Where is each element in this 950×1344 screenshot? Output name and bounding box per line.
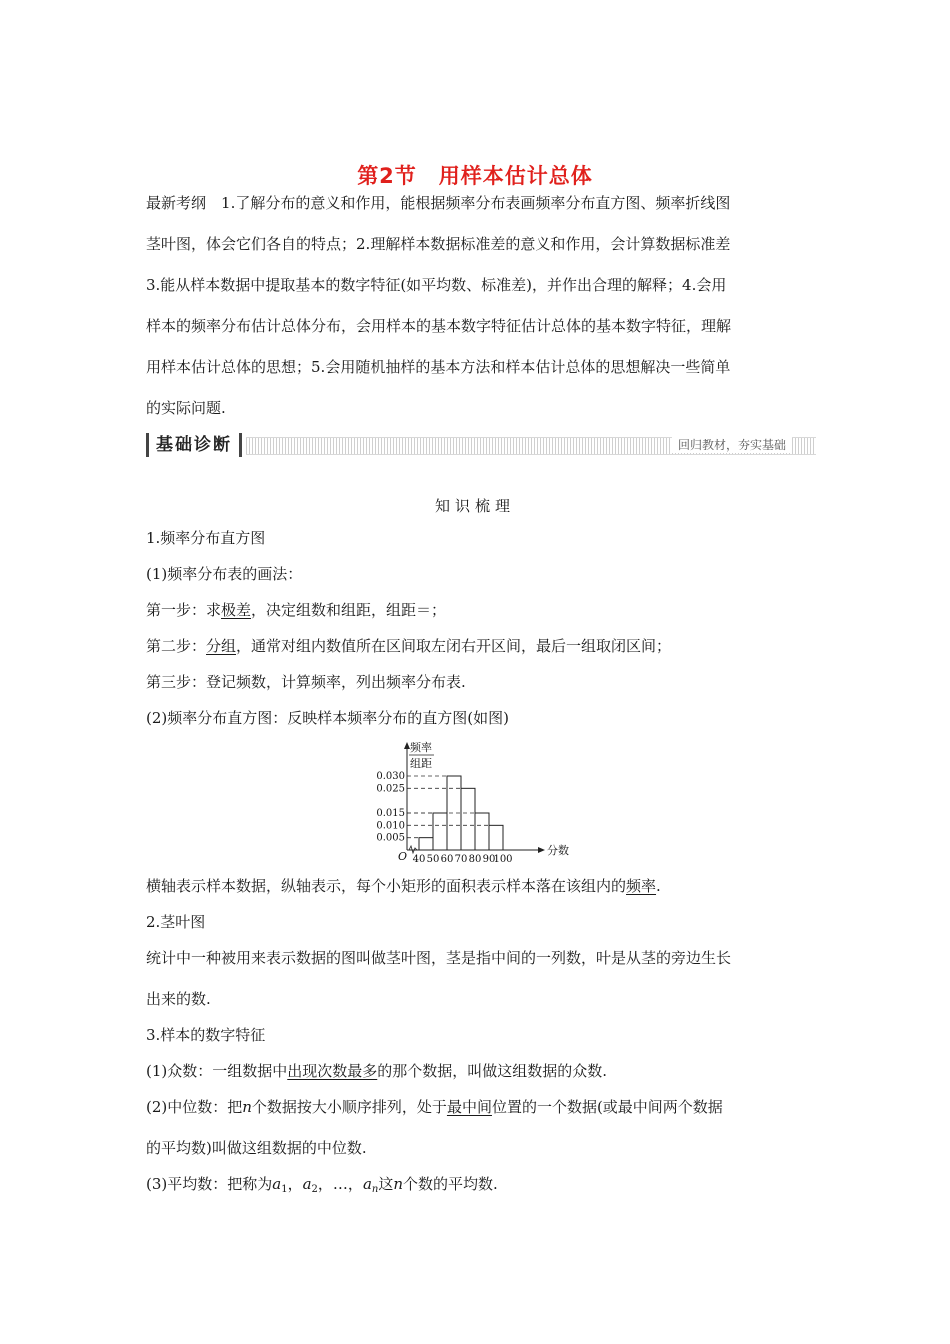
outline-text-1: 1.了解分布的意义和作用，能根据频率分布表画频率分布直方图、频率折线图 — [221, 194, 731, 212]
s3-mode — [146, 1061, 816, 1081]
mean-sub-n: n — [371, 1184, 379, 1195]
section-banner — [146, 433, 816, 457]
mean-text-a: (3)平均数：把称为 — [146, 1175, 273, 1193]
s1-step3: 第三步：登记频数，计算频率，列出频率分布表. — [146, 673, 466, 691]
y-tick-label: 0.005 — [376, 832, 405, 844]
s1-heading: 1.频率分布直方图 — [146, 529, 266, 547]
mode-underline: 出现次数最多 — [287, 1062, 378, 1080]
histogram-bar — [461, 788, 475, 850]
outline-line-1 — [146, 193, 816, 213]
outline-line-6: 的实际问题. — [146, 399, 226, 417]
section-title: 知识梳理 — [434, 497, 515, 515]
origin-label: O — [398, 850, 408, 863]
mean-sub-2: 2 — [311, 1184, 318, 1195]
mean-text-c: 个数的平均数. — [403, 1175, 498, 1193]
s1-sub1: (1)频率分布表的画法： — [146, 565, 303, 583]
s2-heading: 2.茎叶图 — [146, 913, 206, 931]
median-text-a: (2)中位数：把 — [146, 1098, 243, 1116]
histogram-figure — [360, 738, 580, 864]
mean-n: n — [393, 1175, 404, 1193]
outline-line-5: 用样本估计总体的思想；5.会用随机抽样的基本方法和样本估计总体的思想解决一些简单 — [146, 358, 731, 376]
y-tick-label: 0.015 — [376, 808, 405, 819]
median-underline: 最中间 — [446, 1098, 492, 1116]
x-axis-label: 分数 — [547, 844, 569, 857]
s2-line-2: 出来的数. — [146, 990, 211, 1008]
s1-step2 — [146, 636, 816, 656]
median-text-b: 个数据按大小顺序排列，处于 — [251, 1098, 447, 1116]
desc-text-b: . — [656, 877, 661, 895]
outline-line-2: 茎叶图，体会它们各自的特点；2.理解样本数据标准差的意义和作用，会计算数据标准差 — [146, 235, 731, 253]
x-tick-label: 80 — [468, 854, 482, 864]
x-tick-label: 50 — [426, 854, 440, 864]
histogram-bar — [475, 813, 489, 850]
x-tick-label: 100 — [493, 854, 513, 864]
s3-median — [146, 1097, 816, 1117]
s3-mean — [146, 1174, 816, 1200]
mean-a2: a — [302, 1175, 312, 1193]
histogram-bar — [489, 825, 503, 850]
step2-underline: 分组 — [206, 637, 237, 655]
outline-line-3: 3.能从样本数据中提取基本的数字特征(如平均数、标准差)，并作出合理的解释；4.会用 — [146, 276, 727, 294]
page-title: 第2节 用样本估计总体 — [357, 164, 593, 188]
x-tick-label: 40 — [412, 854, 426, 864]
mean-a1: a — [272, 1175, 282, 1193]
outline-line-4: 样本的频率分布估计总体分布，会用样本的基本数字特征估计总体的基本数字特征，理解 — [146, 317, 732, 335]
mean-an: a — [362, 1175, 372, 1193]
x-tick-label: 60 — [440, 854, 454, 864]
s1-step1 — [146, 600, 816, 620]
mode-text-a: (1)众数：一组数据中 — [146, 1062, 288, 1080]
desc-text-a: 横轴表示样本数据，纵轴表示，每个小矩形的面积表示样本落在该组内的 — [146, 877, 627, 895]
y-tick-label: 0.025 — [376, 783, 405, 795]
s3-heading: 3.样本的数字特征 — [146, 1026, 266, 1044]
mean-sub-1: 1 — [281, 1184, 288, 1195]
step2-text-a: 第二步： — [146, 637, 207, 655]
mean-ellipsis: ，…， — [317, 1175, 363, 1193]
banner-left-label: 基础诊断 — [146, 433, 242, 457]
outline-label: 最新考纲 — [146, 194, 207, 212]
y-tick-label: 0.010 — [376, 820, 405, 832]
mean-comma: ， — [287, 1175, 303, 1193]
x-tick-label: 70 — [454, 854, 468, 864]
mean-text-b: 这 — [378, 1175, 394, 1193]
y-label-denominator: 组距 — [410, 757, 432, 770]
x-axis-arrow — [538, 847, 545, 853]
x-tick-label: 90 — [482, 854, 496, 864]
s3-median-line2: 的平均数)叫做这组数据的中位数. — [146, 1139, 367, 1157]
mode-text-b: 的那个数据，叫做这组数据的众数. — [377, 1062, 608, 1080]
histogram-svg — [360, 738, 580, 864]
s1-sub2: (2)频率分布直方图：反映样本频率分布的直方图(如图) — [146, 709, 509, 727]
median-text-c: 位置的一个数据(或最中间两个数据 — [491, 1098, 723, 1116]
s1-description — [146, 876, 816, 896]
median-n: n — [242, 1098, 252, 1116]
step1-text-b: ，决定组数和组距，组距＝； — [251, 601, 447, 619]
step1-text-a: 第一步：求 — [146, 601, 222, 619]
y-label-numerator: 频率 — [410, 741, 432, 754]
s2-line-1: 统计中一种被用来表示数据的图叫做茎叶图，茎是指中间的一列数，叶是从茎的旁边生长 — [146, 949, 732, 967]
histogram-bar — [433, 813, 447, 850]
step1-underline: 极差 — [221, 601, 252, 619]
histogram-bar — [419, 838, 433, 850]
desc-underline: 频率 — [626, 877, 657, 895]
banner-right-label: 回归教材，夯实基础 — [672, 437, 792, 453]
y-tick-label: 0.030 — [376, 771, 405, 782]
step2-text-b: ，通常对组内数值所在区间取左闭右开区间，最后一组取闭区间； — [236, 637, 672, 655]
